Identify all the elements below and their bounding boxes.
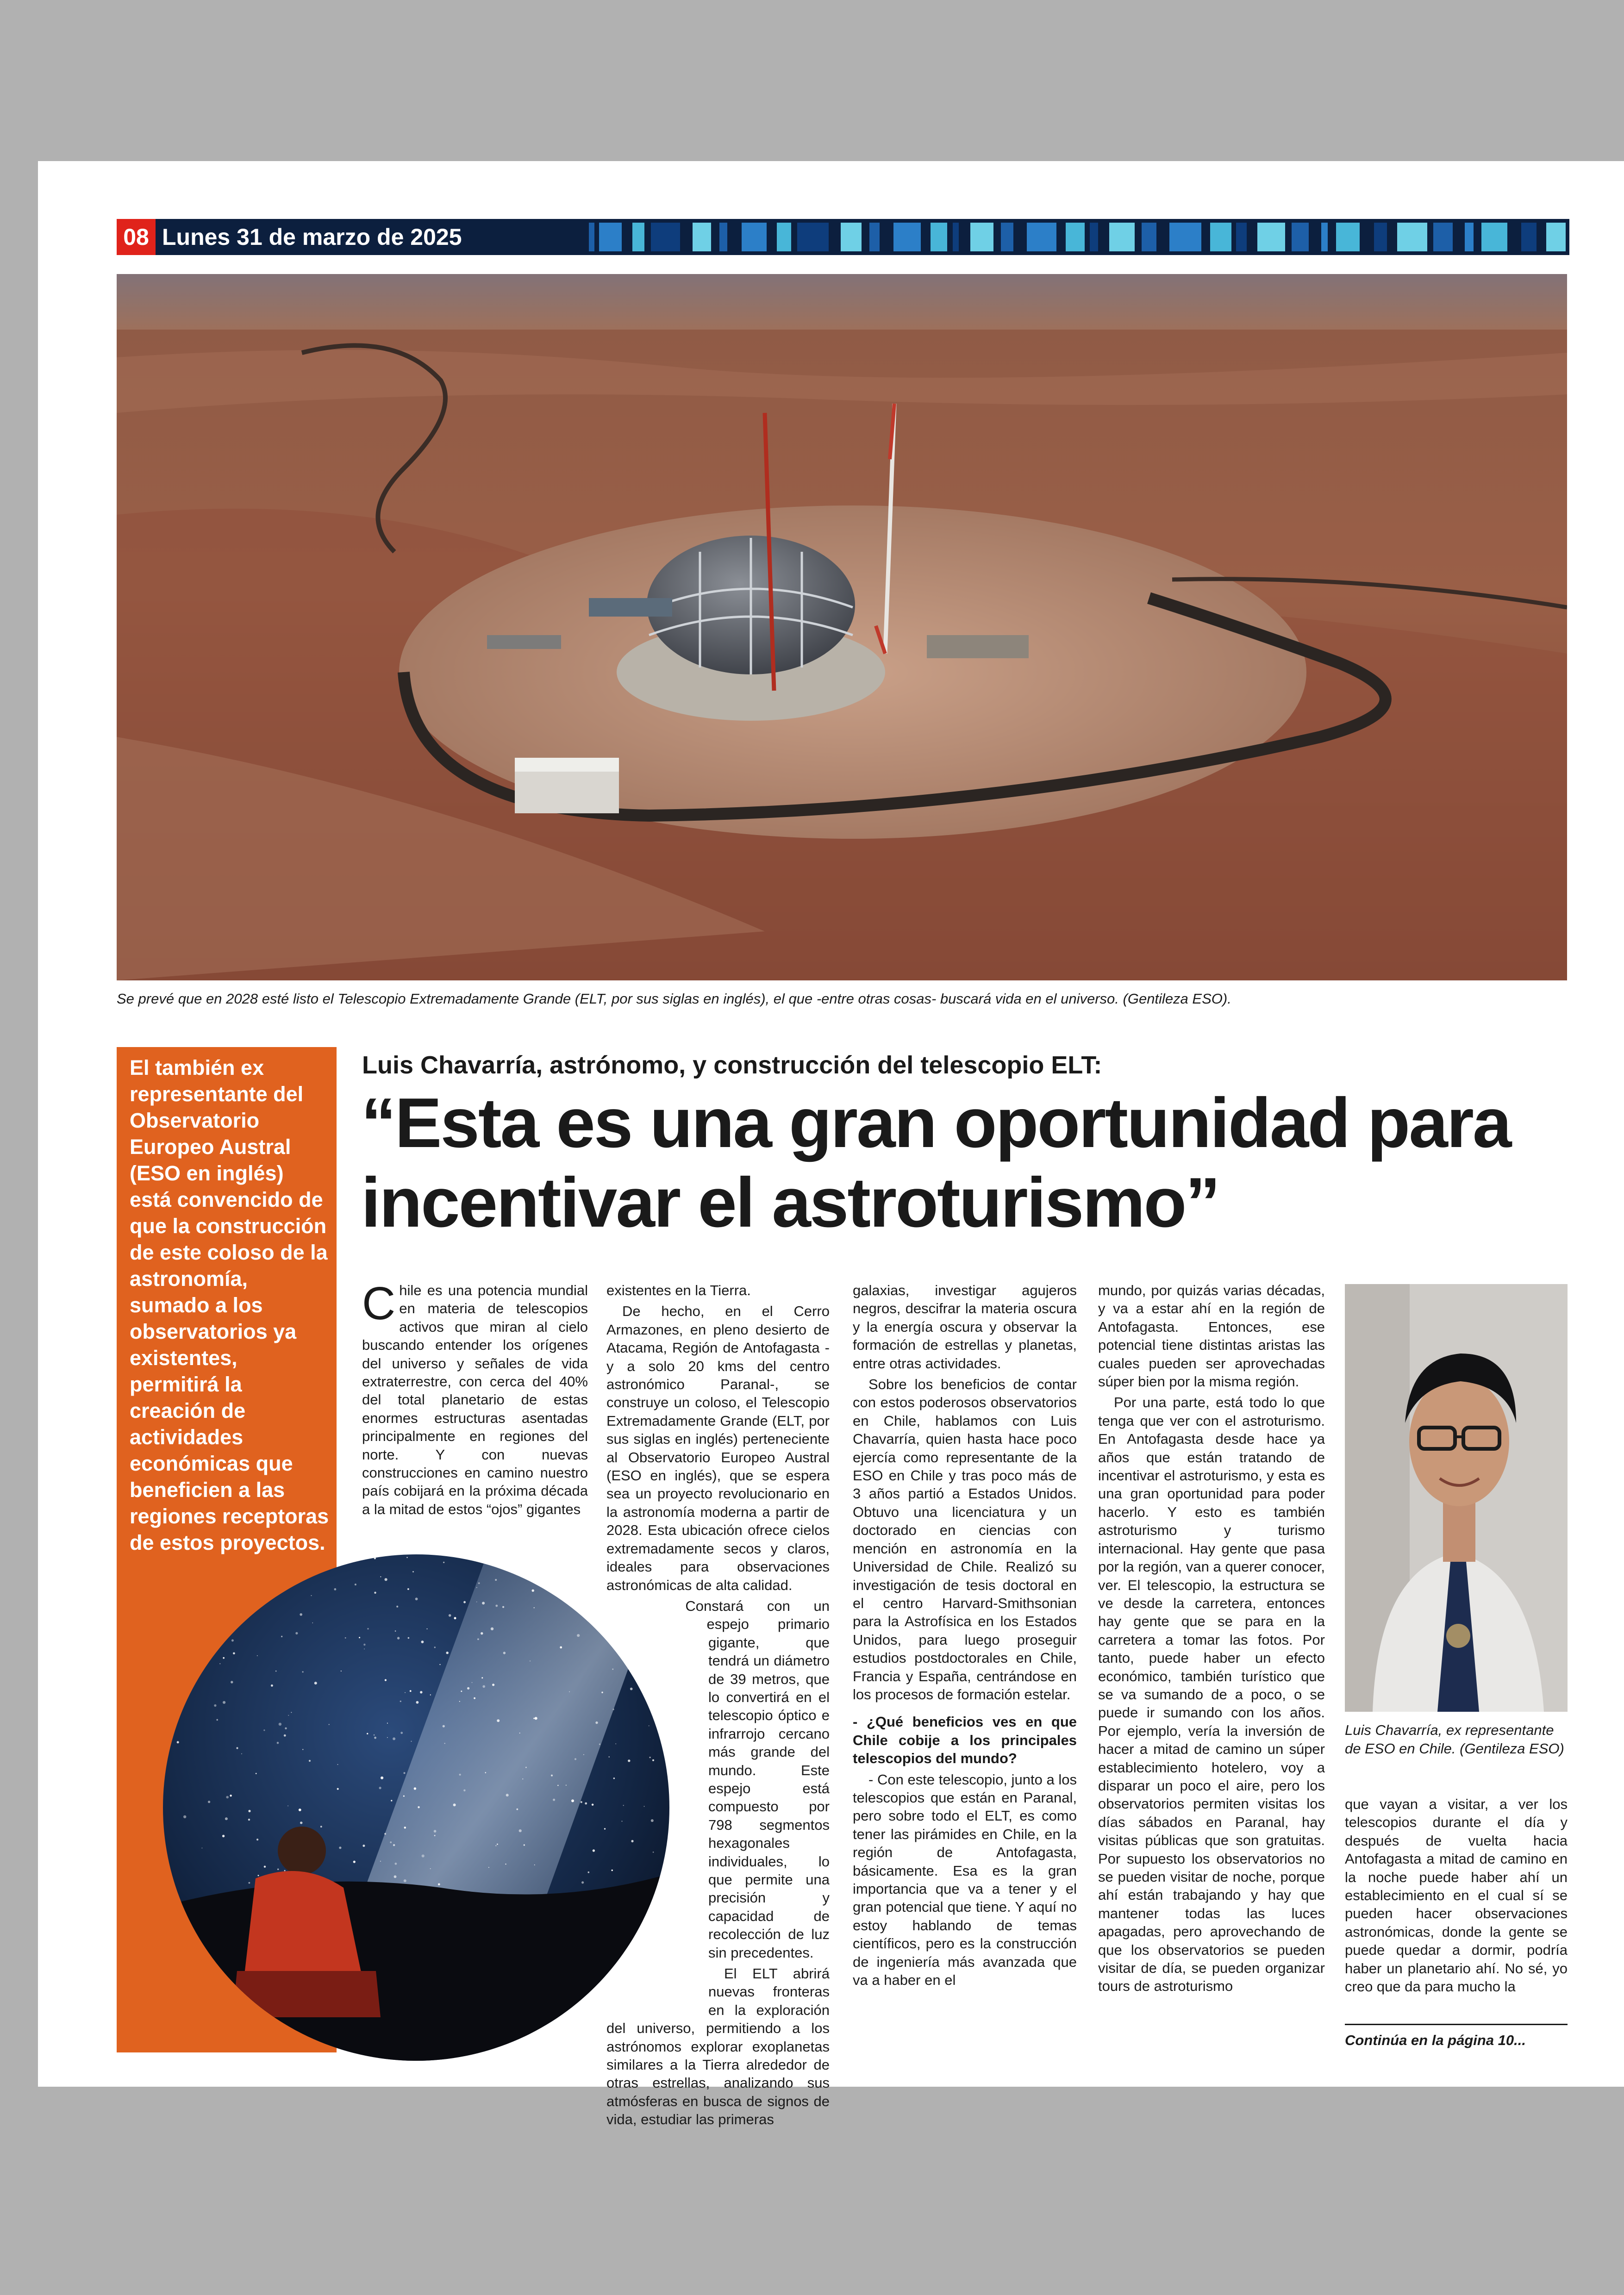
- star: [533, 1718, 535, 1719]
- star: [400, 1701, 401, 1702]
- star: [387, 1723, 388, 1724]
- star: [256, 1839, 258, 1840]
- interview-question: - ¿Qué beneficios ves en que Chile cobije a los principales telescopios del mundo?: [853, 1714, 1077, 1767]
- star: [583, 1754, 584, 1755]
- continuation-rule: [1345, 2024, 1568, 2025]
- col2-paragraph-3: Constará con un espejo primario gigante, que tendrá un diámetro de 39 metros, que lo convertirá en el telescopio óptico e infrarrojo cercano más grande del mundo. Este espejo está compuesto por 798 segmentos hexagonales individuales, lo que permite una precisión y capacidad de recolección de luz sin precedentes.: [685, 1597, 830, 1961]
- star: [364, 1649, 365, 1650]
- star: [420, 1691, 422, 1693]
- star: [438, 1883, 440, 1886]
- star: [519, 1829, 522, 1832]
- header-stripe: [777, 223, 791, 251]
- star: [407, 1588, 409, 1590]
- star: [593, 1849, 595, 1852]
- header-stripe: [589, 223, 594, 251]
- star: [277, 1742, 279, 1744]
- star: [585, 1802, 587, 1805]
- header-stripe: [1374, 223, 1387, 251]
- star: [381, 1777, 383, 1779]
- star: [461, 1690, 462, 1692]
- star: [233, 1653, 235, 1655]
- star: [391, 1800, 392, 1801]
- star: [385, 1679, 387, 1681]
- header-stripe: [1321, 223, 1328, 251]
- night-sky-photo: [163, 1554, 669, 2061]
- star: [374, 1557, 376, 1559]
- person-portrait-illustration: [1345, 1284, 1568, 1712]
- article-column-2: [606, 1281, 830, 2132]
- star: [285, 1727, 287, 1729]
- issue-date: Lunes 31 de marzo de 2025: [162, 224, 462, 250]
- star: [449, 1614, 451, 1617]
- header-stripe: [632, 223, 644, 251]
- star: [444, 1743, 445, 1744]
- col1-paragraph-1: hile es una potencia mundial en materia de telescopios activos que miran al cielo buscando entender los orígenes del universo y señales de vida extraterrestre, con cerca del 40% del total planetario de estas enormes estructuras asentadas principalmente en regiones del norte. Y con nuevas construcciones en camino nuestro país cobijará en la próxima década a la mitad de estos “ojos” gigantes: [362, 1282, 588, 1517]
- star: [412, 1571, 414, 1572]
- header-stripe: [1292, 223, 1309, 251]
- star: [404, 1879, 406, 1882]
- star: [387, 1737, 388, 1738]
- star: [446, 1652, 449, 1654]
- star: [519, 1733, 520, 1734]
- col3-paragraph-2: Sobre los beneficios de contar con estos poderosos observatorios en Chile, hablamos con Luis Chavarría, quien hasta hace poco ejercía como representante de la ESO en Chile y tras poco más de 3 años partió a Estados Unidos. Obtuvo una licenciatura y un doctorado en ciencias con mención en astronomía en la Universidad de Chile. Realizó su investigación de tesis doctoral en el centro Harvard-Smithsonian para la Astrofísica en los Estados Unidos, para luego proseguir estudios postdoctorales en Chile, Francia y España, centrándose en los procesos de formación estelar.: [853, 1376, 1077, 1703]
- star: [374, 1734, 375, 1736]
- circle-wrap-spacer: [606, 1597, 708, 2014]
- star: [495, 1845, 497, 1846]
- header-stripe: [1481, 223, 1507, 251]
- star: [284, 1870, 286, 1871]
- star: [275, 1671, 277, 1672]
- star: [400, 1732, 403, 1734]
- star: [374, 1592, 376, 1594]
- header-stripe: [869, 223, 880, 251]
- star: [581, 1801, 582, 1803]
- star: [414, 1787, 416, 1790]
- portrait-caption: Luis Chavarría, ex representante de ESO en Chile. (Gentileza ESO): [1345, 1722, 1564, 1757]
- star: [497, 1844, 498, 1845]
- star: [241, 1753, 242, 1754]
- star: [535, 1717, 537, 1720]
- article-column-3: [853, 1281, 1077, 1992]
- star: [385, 1578, 387, 1581]
- star: [557, 1785, 559, 1786]
- star: [337, 1764, 338, 1765]
- star: [443, 1562, 444, 1563]
- star: [311, 1595, 312, 1596]
- star: [281, 1636, 282, 1637]
- header-stripe: [841, 223, 862, 251]
- header-stripe: [1465, 223, 1474, 251]
- star: [495, 1579, 497, 1581]
- star: [384, 1833, 386, 1835]
- elt-construction-photo: [117, 274, 1567, 980]
- star: [223, 1701, 225, 1704]
- star: [481, 1677, 483, 1678]
- star: [405, 1692, 406, 1693]
- col3-paragraph-1: galaxias, investigar agujeros negros, descifrar la materia oscura y la energía oscura y observar la formación de estrellas y planetas, entre otras actividades.: [853, 1282, 1077, 1372]
- star: [482, 1685, 485, 1688]
- star: [569, 1691, 570, 1692]
- star: [320, 1826, 322, 1827]
- star: [236, 1747, 238, 1749]
- star: [329, 1724, 330, 1725]
- star: [337, 1788, 339, 1790]
- star: [300, 1821, 302, 1824]
- star: [454, 1617, 456, 1619]
- header-stripe: [797, 223, 829, 251]
- star: [302, 1749, 303, 1750]
- star: [226, 1796, 229, 1799]
- page-number: 08: [117, 219, 156, 255]
- header-stripe: [719, 223, 727, 251]
- star: [522, 1778, 523, 1779]
- star: [359, 1637, 360, 1638]
- star: [410, 1690, 412, 1692]
- star: [312, 1622, 313, 1623]
- header-stripe: [1397, 223, 1427, 251]
- star: [393, 1737, 395, 1740]
- header-stripe: [1210, 223, 1231, 251]
- star: [599, 1744, 600, 1745]
- star: [353, 1861, 356, 1863]
- star: [314, 1682, 317, 1684]
- star: [403, 1796, 405, 1797]
- star: [530, 1661, 531, 1662]
- star: [222, 1835, 225, 1837]
- aerial-desert-illustration: [117, 274, 1567, 980]
- star: [604, 1828, 606, 1829]
- star: [249, 1882, 250, 1884]
- star: [309, 1760, 311, 1762]
- star: [577, 1634, 580, 1637]
- star: [183, 1815, 186, 1818]
- star: [534, 1607, 535, 1608]
- star: [525, 1767, 527, 1768]
- star: [299, 1809, 301, 1811]
- article-kicker: Luis Chavarría, astrónomo, y construcción del telescopio ELT:: [362, 1051, 1102, 1079]
- star: [551, 1775, 553, 1777]
- star: [406, 1557, 407, 1558]
- header-stripe: [1142, 223, 1156, 251]
- star: [502, 1606, 504, 1608]
- star: [284, 1734, 286, 1737]
- star: [481, 1632, 483, 1634]
- col5-paragraph-1: que vayan a visitar, a ver los telescopios durante el día y después de vuelta hacia Antofagasta a mitad de camino en la noche puede haber ahí un establecimiento en el cual sí se pueden hacer observaciones astronómicas, donde la gente se puede quedar a dormir, podría haber un planetario ahí. No sé, yo creo que da para mucho la: [1345, 1796, 1568, 1995]
- star: [434, 1835, 436, 1836]
- header-stripe: [1336, 223, 1360, 251]
- star: [223, 1657, 225, 1659]
- star: [453, 1803, 456, 1806]
- star: [592, 1804, 593, 1806]
- star: [248, 1819, 250, 1821]
- star: [339, 1846, 341, 1849]
- star: [459, 1701, 460, 1702]
- star: [516, 1809, 518, 1810]
- header-stripe: [1001, 223, 1013, 251]
- header-stripe: [1257, 223, 1285, 251]
- star: [256, 1773, 257, 1774]
- star: [411, 1741, 412, 1742]
- star: [291, 1712, 292, 1713]
- star: [560, 1646, 562, 1649]
- star: [459, 1774, 461, 1776]
- header-stripes: [589, 223, 1566, 251]
- header-stripe: [1169, 223, 1201, 251]
- star: [482, 1602, 485, 1604]
- header-stripe: [893, 223, 921, 251]
- star: [287, 1805, 288, 1806]
- star: [302, 1671, 304, 1672]
- star: [524, 1844, 525, 1846]
- star: [367, 1733, 368, 1734]
- star: [422, 1854, 425, 1857]
- star: [427, 1628, 428, 1629]
- star: [258, 1875, 259, 1876]
- star: [474, 1697, 475, 1699]
- header-stripe: [970, 223, 993, 251]
- header-stripe: [1066, 223, 1085, 251]
- star: [396, 1606, 398, 1608]
- header-stripe: [1090, 223, 1098, 251]
- article-column-1: [362, 1278, 588, 1521]
- star: [363, 1644, 365, 1646]
- star: [575, 1758, 576, 1760]
- star: [415, 1597, 418, 1600]
- star: [467, 1687, 469, 1690]
- continued-on-page: Continúa en la página 10...: [1345, 2032, 1526, 2048]
- star: [418, 1806, 419, 1808]
- star: [421, 1640, 424, 1643]
- star: [463, 1601, 466, 1603]
- star: [355, 1584, 356, 1585]
- star: [476, 1587, 477, 1588]
- star: [263, 1729, 265, 1731]
- sidebar-summary: El también ex representante del Observatorio Europeo Austral (ESO en inglés) está convencido de que la construcción de este coloso de la astronomía, sumado a los observatorios ya existentes, permitirá la creación de actividades económicas que beneficien a las regiones receptoras de estos proyectos.: [130, 1056, 329, 1554]
- header-stripe: [651, 223, 680, 251]
- star: [219, 1663, 220, 1664]
- star: [478, 1582, 480, 1584]
- star: [395, 1630, 396, 1632]
- star: [595, 1721, 598, 1724]
- header-stripe: [693, 223, 711, 251]
- star: [362, 1845, 365, 1847]
- page-header: [117, 219, 1569, 255]
- star: [271, 1684, 273, 1687]
- star: [208, 1801, 210, 1803]
- star: [394, 1875, 397, 1878]
- star: [553, 1799, 555, 1801]
- col2-paragraph-4: El ELT abrirá nuevas fronteras en la exploración del universo, permitiendo a los astrónomos explorar exoplanetas similares a la Tierra alrededor de otras estrellas, analizando sus atmósferas en busca de signos de vida, estudiar las primeras: [606, 1965, 830, 2128]
- star: [277, 1869, 279, 1870]
- star: [390, 1841, 392, 1843]
- star: [434, 1830, 437, 1833]
- header-stripe: [1027, 223, 1056, 251]
- star: [231, 1681, 233, 1683]
- star: [374, 1737, 376, 1739]
- star: [532, 1590, 534, 1592]
- star: [472, 1682, 473, 1683]
- star: [379, 1787, 381, 1789]
- col4-paragraph-1: mundo, por quizás varias décadas, y va a estar ahí en la región de Antofagasta. Entonces, ese potencial tiene distintas aristas las cuales pueden ser aprovechadas súper bien por la misma región.: [1098, 1282, 1325, 1390]
- header-stripe: [599, 223, 622, 251]
- starry-sky-illustration: [163, 1554, 669, 2061]
- star: [288, 1715, 289, 1716]
- article-column-5: [1345, 1795, 1568, 1998]
- star: [488, 1867, 489, 1868]
- star: [248, 1810, 250, 1812]
- article-column-4: [1098, 1281, 1325, 1998]
- star: [477, 1638, 479, 1640]
- star: [214, 1704, 216, 1707]
- header-stripe: [931, 223, 947, 251]
- article-headline: “Esta es una gran oportunidad para incentivar el astroturismo”: [361, 1084, 1511, 1242]
- col4-paragraph-2: Por una parte, está todo lo que tenga que ver con el astroturismo. En Antofagasta desde hace ya años que están tratando de incentivar el astroturismo, y esta es una gran oportunidad para poder hacerlo. Y esto es también astroturismo y turismo internacional. Hay gente que pasa por la región, van a querer conocer, ver. El telescopio, la estructura se ve desde la carretera, entonces hay gente que se para en la carretera a tomar las fotos. Por tanto, puede haber un efecto económico, también turístico que se va sumando de a poco, o se puede ir sumando con los años. Por ejemplo, vería la inversión de hacer a mitad de camino un súper establecimiento hotelero, voy a disparar un poco el aire, pero los observatorios permiten visitas los días sábados en Paranal, hay visitas públicas que son gratuitas. Por supuesto los observatorios no se pueden visitar de noche, porque ahí están trabajando y hay que mantener todas las luces apagadas, pero aprovechando de que los observatorios se pueden visitar de día, se pueden organizar tours de astroturismo: [1098, 1394, 1325, 1995]
- star: [404, 1827, 406, 1828]
- col2-paragraph-1: existentes en la Tierra.: [606, 1282, 751, 1298]
- star: [430, 1868, 431, 1869]
- star: [408, 1637, 410, 1639]
- star: [439, 1664, 440, 1665]
- star: [279, 1723, 281, 1726]
- photo-caption: Se prevé que en 2028 esté listo el Telescopio Extremadamente Grande (ELT, por sus siglas en inglés), el que -entre otras cosas- buscará vida en el universo. (Gentileza ESO).: [117, 991, 1231, 1007]
- star: [506, 1794, 509, 1796]
- star: [380, 1576, 381, 1577]
- star: [571, 1799, 574, 1802]
- star: [393, 1844, 395, 1846]
- star: [463, 1790, 465, 1791]
- star: [264, 1866, 266, 1868]
- star: [345, 1637, 346, 1639]
- header-stripe: [953, 223, 959, 251]
- star: [404, 1772, 406, 1774]
- star: [503, 1652, 506, 1654]
- star: [434, 1646, 436, 1648]
- star: [491, 1628, 493, 1630]
- star: [225, 1817, 228, 1820]
- star: [485, 1772, 487, 1773]
- star: [492, 1684, 494, 1686]
- star: [476, 1602, 477, 1603]
- star: [443, 1725, 445, 1727]
- star: [397, 1637, 400, 1639]
- col3-paragraph-3: - Con este telescopio, junto a los telescopios que están en Paranal, pero sobre todo el ELT, es como tener las pirámides en Chile, en la región de Antofagasta, básicamente. Esa es la gran importancia que va a tener y el gran potencial que tiene. Y aquí no estoy hablando de temas científicos, pero es la construcción de ingeniería más avanzada que va a haber en el: [853, 1771, 1077, 1989]
- header-stripe: [742, 223, 767, 251]
- star: [367, 1628, 369, 1629]
- col2-paragraph-2: De hecho, en el Cerro Armazones, en pleno desierto de Atacama, Región de Antofagasta -y a solo 20 kms del centro astronómico Paranal-, se construye un coloso, el Telescopio Extremadamente Grande (ELT, por sus siglas en inglés) perteneciente al Observatorio Europeo Austral (ESO en inglés), que se espera sea un proyecto revolucionario en la astronomía moderna a partir de 2028. Esta ubicación ofrece cielos extremadamente secos y claros, ideales para observaciones astronómicas de alta calidad.: [606, 1303, 830, 1593]
- star: [380, 1861, 381, 1862]
- star: [497, 1719, 500, 1722]
- star: [257, 1655, 258, 1656]
- star: [300, 1613, 302, 1616]
- header-stripe: [1433, 223, 1453, 251]
- star: [216, 1719, 218, 1721]
- star: [416, 1701, 419, 1704]
- star: [601, 1692, 603, 1693]
- portrait-photo: [1345, 1284, 1568, 1712]
- star: [588, 1871, 590, 1873]
- star: [505, 1864, 506, 1865]
- header-stripe: [1109, 223, 1135, 251]
- star: [334, 1588, 337, 1590]
- star: [495, 1605, 498, 1607]
- header-stripe: [1546, 223, 1566, 251]
- header-stripe: [1521, 223, 1537, 251]
- star: [581, 1881, 584, 1883]
- drop-cap: C: [362, 1278, 396, 1329]
- header-stripe: [1236, 223, 1247, 251]
- star: [395, 1863, 397, 1865]
- star: [230, 1795, 231, 1796]
- star: [566, 1785, 567, 1786]
- star: [295, 1632, 298, 1634]
- star: [231, 1640, 234, 1642]
- star: [177, 1741, 179, 1743]
- star: [201, 1847, 202, 1848]
- star: [430, 1694, 431, 1695]
